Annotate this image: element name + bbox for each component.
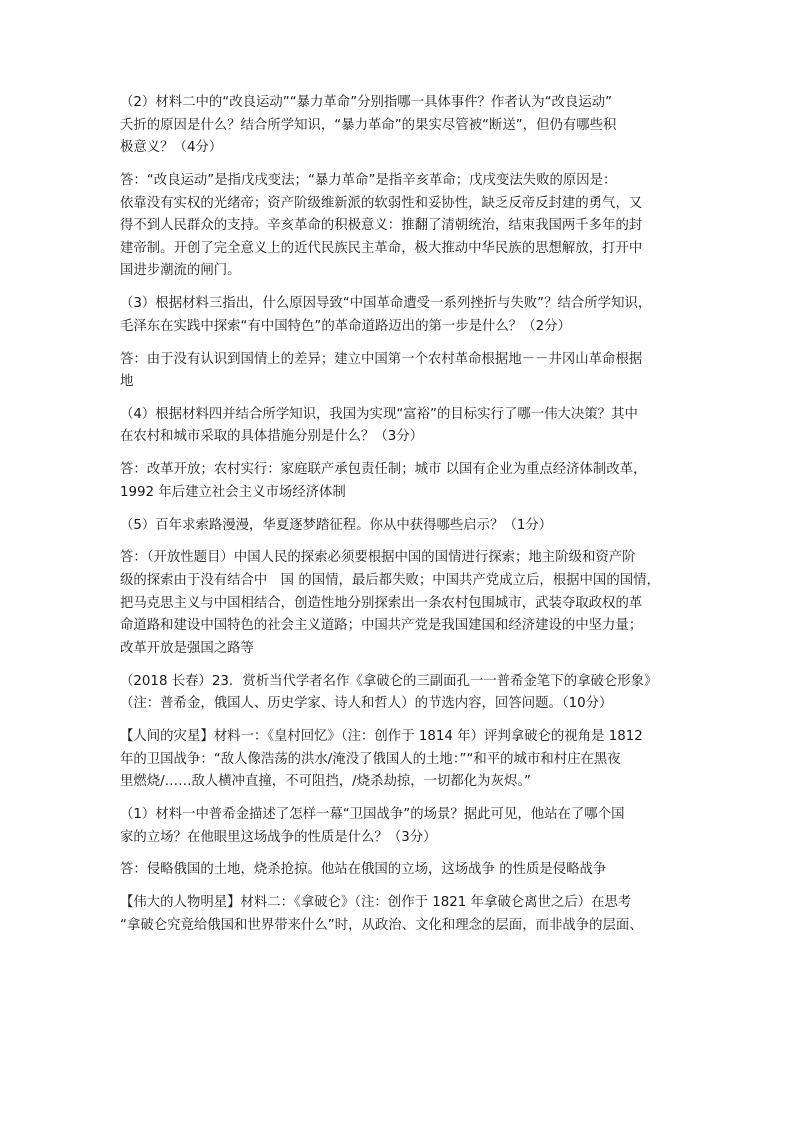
paragraph-material-2 [120, 892, 676, 937]
text-line: 家的立场？在他眼里这场战争的性质是什么？（3分） [120, 829, 437, 845]
text-line: （2018 长春）23．赏析当代学者名作《拿破仑的三副面孔一一普希金笔下的拿破仑形象》 [120, 673, 658, 689]
text-line: 级的探索由于没有结合中 国 的国情，最后都失败；中国共产党成立后，根据中国的国情， [120, 573, 660, 588]
text-line: （4）根据材料四并结合所学知识，我国为实现“富裕”的目标实行了哪一伟大决策？其中 [120, 406, 638, 422]
text-line: （2）材料二中的“改良运动”“暴力革命”分别指哪一具体事件？作者认为“改良运动” [120, 95, 613, 110]
text-line: 命道路和建设中国特色的社会主义道路；中国共产党是我国建国和经济建设的中坚力量； [120, 618, 643, 634]
text-line: 依靠没有实权的光绪帝；资产阶级维新派的软弱性和妥协性，缺乏反帝反封建的勇气，又 [120, 195, 643, 211]
text-line: 得不到人民群众的支持。辛亥革命的积极意义：推翻了清朝统治，结束我国两千多年的封 [120, 218, 643, 234]
paragraph-material-1 [120, 726, 676, 794]
paragraph-answer-2 [120, 170, 676, 283]
text-line: 在农村和城市采取的具体措施分别是什么？（3分） [120, 429, 424, 445]
paragraph-question-23 [120, 671, 676, 716]
text-line: 极意义？（4分） [120, 140, 223, 156]
text-line: 年的卫国战争：“敌人像浩荡的洪水/淹没了俄国人的土地：”“和平的城市和村庄在黑夜 [120, 751, 621, 767]
text-line: 夭折的原因是什么？结合所学知识，“暴力革命”的果实尽管被“断送”，但仍有哪些积 [120, 117, 617, 133]
text-line: 答：“改良运动”是指戊戌变法；“暴力革命”是指辛亥革命；戊戌变法失败的原因是： [120, 172, 617, 188]
text-line: （1）材料一中普希金描述了怎样一幕“卫国战争”的场景？据此可见，他站在了哪个国 [120, 806, 625, 822]
text-line: 1992 年后建立社会主义市场经济体制 [120, 484, 346, 500]
paragraph-question-23-1 [120, 804, 676, 849]
text-line: 把马克思主义与中国相结合，创造性地分别探索出一条农村包围城市，武装夺取政权的革 [120, 595, 643, 611]
text-line: 答：由于没有认识到国情上的差异；建立中国第一个农村革命根据地－－井冈山革命根据 [120, 351, 643, 367]
paragraph-question-5 [120, 515, 676, 538]
paragraph-question-4 [120, 404, 676, 449]
text-line: 里燃烧/……敌人横冲直撞，不可阻挡，/烧杀劫掠，一切都化为灰烬。” [120, 774, 531, 790]
text-line: “拿破仑究竟给俄国和世界带来什么”时，从政治、文化和理念的层面，而非战争的层面、 [120, 917, 643, 933]
paragraph-answer-4 [120, 459, 676, 504]
text-line: 建帝制。开创了完全意义上的近代民族民主革命，极大推动中华民族的思想解放，打开中 [120, 240, 643, 256]
paragraph-answer-23-1 [120, 859, 676, 882]
text-line: 毛泽东在实践中探索“有中国特色”的革命道路迈出的第一步是什么？（2分） [120, 318, 571, 334]
text-line: （3）根据材料三指出，什么原因导致“中国革命遭受一系列挫折与失败”？结合所学知识， [120, 296, 652, 312]
paragraph-answer-5 [120, 547, 676, 660]
text-line: （5）百年求索路漫漫，华夏逐梦踏征程。你从中获得哪些启示？（1分） [120, 517, 553, 533]
text-line: （注：普希金，俄国人、历史学家、诗人和哲人）的节选内容，回答问题。（10分） [120, 696, 613, 712]
paragraph-question-2 [120, 92, 676, 160]
text-line: 国进步潮流的闸门。 [120, 263, 241, 279]
text-line: 答：（开放性题目）中国人民的探索必须要根据中国的国情进行探索；地主阶级和资产阶 [120, 550, 636, 566]
paragraph-question-3 [120, 293, 676, 338]
text-line: 【伟大的人物明星】材料二：《拿破仑》（注：创作于 1821 年拿破仑离世之后）在思考 [120, 895, 632, 911]
paragraph-answer-3 [120, 349, 676, 394]
document-page [120, 92, 676, 947]
text-line: 地 [120, 374, 134, 390]
text-line: 改革开放是强国之路等 [120, 640, 254, 656]
text-line: 【人间的灾星】材料一：《皇村回忆》（注：创作于 1814 年）评判拿破仑的视角是 1812 [120, 728, 643, 744]
text-line: 答：改革开放；农村实行：家庭联产承包责任制；城市 以国有企业为重点经济体制改革， [120, 462, 647, 478]
text-line: 答：侵略俄国的土地，烧杀抢掠。他站在俄国的立场，这场战争 的性质是侵略战争 [120, 862, 607, 878]
